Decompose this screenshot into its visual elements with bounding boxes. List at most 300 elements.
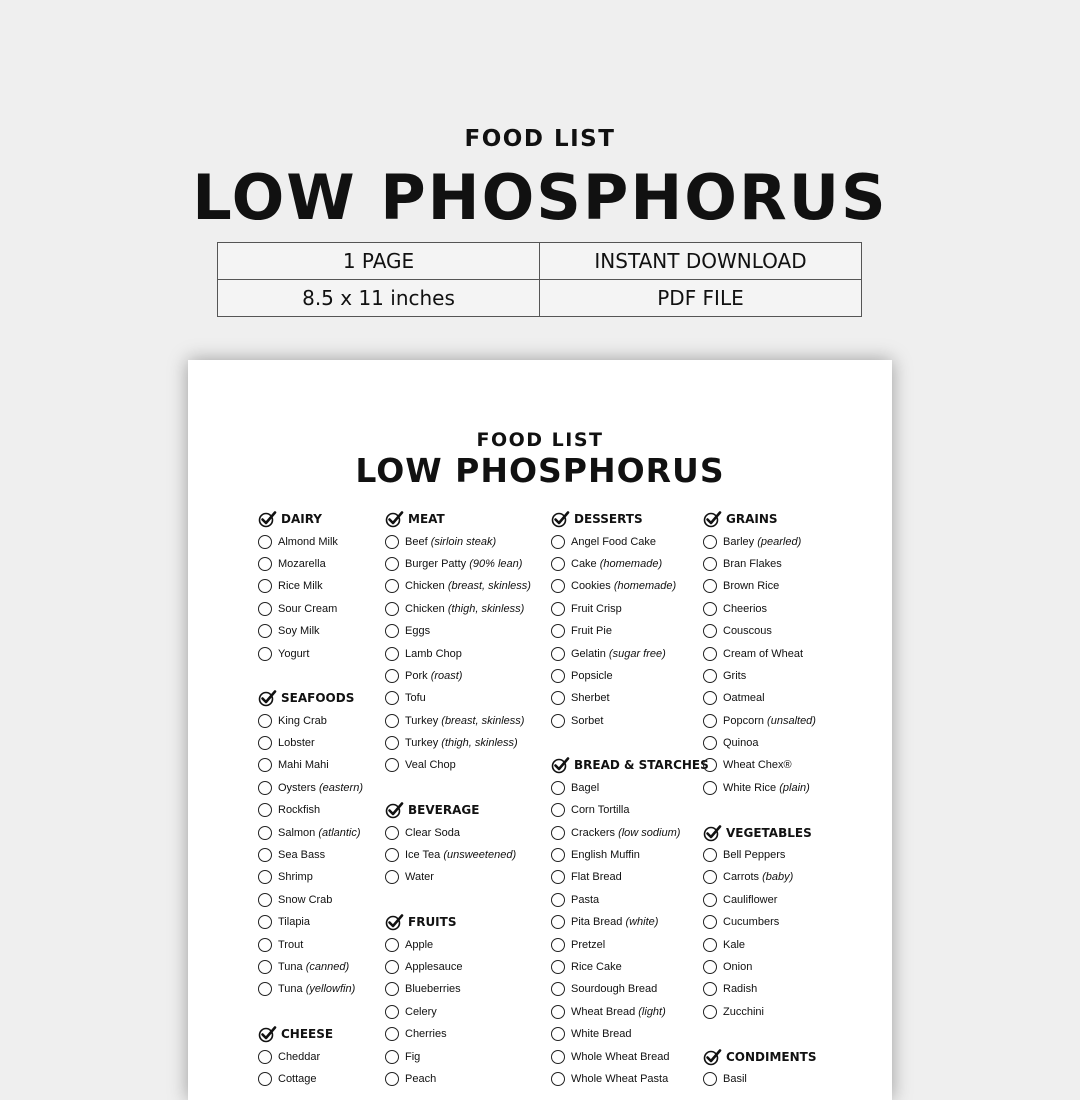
food-item-name: Sourdough Bread [571,983,658,996]
food-item [385,1045,531,1067]
checkbox-circle-icon [551,602,565,616]
category-heading [258,687,363,709]
food-item-label [723,737,758,749]
checkbox-circle-icon [385,848,399,862]
food-item-name: Tuna [278,983,303,996]
food-item [385,821,531,843]
food-item-label [405,737,518,749]
food-item-name: Water [405,871,434,884]
food-item-name: Celery [405,1005,437,1018]
food-item [703,889,817,911]
food-item [551,956,709,978]
food-item-label [405,692,426,704]
food-item-note: (thigh, skinless) [441,737,518,750]
checkbox-circle-icon [385,602,399,616]
food-item [551,777,709,799]
food-item-note: (thigh, skinless) [447,602,525,615]
food-item-label [723,558,782,570]
food-item-label [723,871,793,883]
food-item-note: (sirloin steak) [430,535,497,548]
food-item-label [278,782,363,794]
checkbox-circle-icon [551,647,565,661]
food-item-label [723,961,752,973]
food-item [703,732,817,754]
food-item-label [571,1006,666,1018]
food-item-name: Soy Milk [278,625,320,638]
food-item-label [723,782,810,794]
checked-circle-icon [703,824,723,842]
checkbox-circle-icon [258,714,272,728]
checked-circle-icon [703,510,723,528]
food-item-name: Popcorn [723,714,764,727]
food-item [258,732,363,754]
checkbox-circle-icon [551,915,565,929]
food-item-label [723,670,746,682]
food-item [551,978,709,1000]
checkbox-circle-icon [551,579,565,593]
food-item-label [723,1073,747,1085]
checkbox-circle-icon [385,938,399,952]
food-item [551,799,709,821]
food-item-name: Pita Bread [571,916,623,929]
food-item-label [278,759,329,771]
food-item [385,844,531,866]
food-item [551,1023,709,1045]
food-item [258,553,363,575]
food-item-label [278,849,325,861]
food-item-name: Yogurt [278,647,310,660]
category-heading [385,799,531,821]
food-item-label [571,603,622,615]
checkbox-circle-icon [385,1005,399,1019]
category-title: CHEESE [281,1027,334,1042]
document-kicker: FOOD LIST [476,429,604,451]
food-item [258,620,363,642]
checkbox-circle-icon [385,624,399,638]
food-item-name: Cheerios [723,602,768,615]
food-item-name: Couscous [723,625,772,638]
checkbox-circle-icon [551,535,565,549]
food-item-name: Cookies [571,580,611,593]
food-item [258,777,363,799]
food-item-name: Rice Cake [571,961,622,973]
food-item-note: (breast, skinless) [447,580,531,593]
food-item [703,687,817,709]
food-item-label [405,849,516,861]
checkbox-circle-icon [385,826,399,840]
food-item [703,911,817,933]
food-item-name: Beef [405,535,428,548]
checkbox-circle-icon [703,1072,717,1086]
food-item [385,665,531,687]
food-item [703,598,817,620]
food-item-label [405,648,462,660]
food-item [551,933,709,955]
category-title: FRUITS [408,915,457,930]
food-item [258,710,363,732]
food-item-name: Grits [723,669,747,682]
category-title: GRAINS [726,512,778,527]
food-item-note: (unsweetened) [443,849,517,862]
food-item-name: Oatmeal [723,692,765,705]
food-item-label [571,916,658,928]
food-item-label [723,759,792,771]
category-title: MEAT [408,512,445,527]
checkbox-circle-icon [258,579,272,593]
checkbox-circle-icon [258,624,272,638]
food-item-label [723,603,767,615]
info-format: PDF FILE [540,280,862,317]
food-item-name: Trout [278,938,304,951]
food-item-name: Rice Milk [278,580,323,593]
checkbox-circle-icon [551,624,565,638]
food-item-note: (pearled) [757,535,802,548]
document-title: LOW PHOSPHORUS [355,451,725,490]
checkbox-circle-icon [258,848,272,862]
food-item [703,575,817,597]
category-title: DESSERTS [574,512,643,527]
food-item-name: Chicken [405,580,445,593]
food-item [258,530,363,552]
food-item-label [278,1073,317,1085]
checkbox-circle-icon [703,579,717,593]
food-item-name: Brown Rice [723,580,780,593]
checkbox-circle-icon [385,1050,399,1064]
checkbox-circle-icon [703,848,717,862]
food-item-name: Ice Tea [405,849,441,862]
category-heading [385,911,531,933]
food-item [385,866,531,888]
food-item-label [571,939,605,951]
food-item-label [405,759,456,771]
food-item-label [405,1028,447,1040]
food-item [385,1023,531,1045]
checked-circle-icon [703,1048,723,1066]
food-item-note: (homemade) [599,557,663,570]
checkbox-circle-icon [703,781,717,795]
info-size: 8.5 x 11 inches [218,280,540,317]
checkbox-circle-icon [551,982,565,996]
checkbox-circle-icon [385,870,399,884]
category-title: VEGETABLES [726,825,812,840]
checkbox-circle-icon [551,669,565,683]
food-item-label [571,871,622,883]
info-table [217,242,862,317]
checkbox-circle-icon [703,893,717,907]
food-item [551,866,709,888]
checkbox-circle-icon [703,647,717,661]
food-item-note: (light) [638,1005,666,1018]
food-item [258,799,363,821]
checkbox-circle-icon [703,915,717,929]
food-item-label [723,692,765,704]
food-item-label [278,871,313,883]
food-item-label [278,983,355,995]
food-item-name: Flat Bread [571,871,622,884]
checkbox-circle-icon [258,535,272,549]
checkbox-circle-icon [551,781,565,795]
food-item [258,642,363,664]
food-item-label [571,894,599,906]
food-item-name: Whole Wheat Bread [571,1050,670,1063]
checkbox-circle-icon [551,848,565,862]
food-item-label [405,670,462,682]
checked-circle-icon [258,1025,278,1043]
food-item-label [405,961,463,973]
food-item-note: (eastern) [318,781,363,794]
food-item [551,1068,709,1090]
checkbox-circle-icon [258,960,272,974]
checkbox-circle-icon [703,535,717,549]
food-item-name: Apple [405,938,434,951]
food-item-label [571,558,662,570]
checkbox-circle-icon [551,1005,565,1019]
category-title: DAIRY [281,512,322,527]
checked-circle-icon [258,689,278,707]
food-item-name: Bagel [571,781,600,794]
checkbox-circle-icon [385,557,399,571]
food-item-name: Cucumbers [723,916,780,929]
category-heading [258,1023,363,1045]
category-title: SEAFOODS [281,691,355,706]
food-item-name: Mahi Mahi [278,759,329,772]
food-item [703,530,817,552]
food-item-name: Barley [723,535,755,548]
food-item [385,754,531,776]
food-item-label [405,939,433,951]
checkbox-circle-icon [551,870,565,884]
food-item-label [405,1006,437,1018]
checkbox-circle-icon [258,647,272,661]
checkbox-circle-icon [703,982,717,996]
food-item [385,575,531,597]
checkbox-circle-icon [385,758,399,772]
food-item [258,821,363,843]
food-column-3 [551,508,709,1090]
food-item [385,598,531,620]
food-item-name: Sour Cream [278,602,338,615]
food-item-label [571,625,612,637]
checkbox-circle-icon [385,669,399,683]
food-item [258,911,363,933]
food-item-note: (atlantic) [318,826,361,839]
food-item-label [571,961,622,973]
food-item-name: Shrimp [278,871,313,884]
category-heading [551,754,709,776]
food-item-label [278,603,337,615]
food-item-label [278,1051,320,1063]
food-item [258,978,363,1000]
food-item-label [723,983,757,995]
food-item [551,1045,709,1067]
food-item [703,978,817,1000]
food-item-label [278,894,332,906]
food-item-name: Pork [405,669,428,682]
food-item [258,933,363,955]
food-item [551,530,709,552]
category-title: CONDIMENTS [726,1049,817,1064]
food-item-name: Zucchini [723,1005,764,1018]
food-item [258,866,363,888]
checkbox-circle-icon [258,1050,272,1064]
checkbox-circle-icon [703,938,717,952]
category-heading [551,508,709,530]
food-item [703,866,817,888]
food-item [258,1045,363,1067]
food-item [703,1001,817,1023]
food-item-label [723,536,801,548]
food-item-label [571,827,680,839]
food-item [385,933,531,955]
food-item-name: Pretzel [571,938,606,951]
checkbox-circle-icon [258,982,272,996]
checkbox-circle-icon [385,982,399,996]
food-item-label [571,1051,669,1063]
food-item [385,530,531,552]
food-item-name: Sea Bass [278,849,326,862]
food-column-2 [385,508,531,1090]
food-item-name: Fruit Crisp [571,602,622,615]
food-item-label [571,804,630,816]
food-item-note: (homemade) [613,580,677,593]
document-preview [188,360,892,1100]
food-item-name: English Muffin [571,849,640,862]
food-item-label [278,827,361,839]
food-item-name: Whole Wheat Pasta [571,1072,669,1085]
food-item-name: Blueberries [405,983,461,996]
food-item-label [723,916,779,928]
food-item [385,732,531,754]
food-item-name: Turkey [405,737,439,750]
food-item-label [278,558,326,570]
checkbox-circle-icon [703,736,717,750]
food-item-note: (unsalted) [767,714,816,727]
food-item [551,844,709,866]
food-item-name: Cake [571,557,597,570]
food-item-label [278,939,303,951]
food-item-name: Sherbet [571,692,610,705]
food-item-name: Almond Milk [278,535,338,548]
checkbox-circle-icon [385,960,399,974]
food-item [385,620,531,642]
checkbox-circle-icon [385,691,399,705]
checkbox-circle-icon [703,557,717,571]
checkbox-circle-icon [385,535,399,549]
checkbox-circle-icon [703,714,717,728]
food-item-name: Bell Peppers [723,849,786,862]
food-item [258,598,363,620]
food-item-label [571,670,613,682]
food-item [703,620,817,642]
food-item-name: Cottage [278,1072,317,1085]
food-item-label [278,916,310,928]
food-item [258,754,363,776]
checkbox-circle-icon [258,557,272,571]
food-item [385,710,531,732]
checkbox-circle-icon [385,714,399,728]
info-pages: 1 PAGE [218,243,540,280]
food-item [385,956,531,978]
food-item-label [405,536,496,548]
checkbox-circle-icon [385,647,399,661]
checked-circle-icon [385,913,405,931]
checked-circle-icon [551,510,571,528]
food-item-name: Quinoa [723,737,759,750]
checked-circle-icon [385,510,405,528]
food-item-name: White Bread [571,1028,632,1041]
checkbox-circle-icon [703,602,717,616]
food-item [703,754,817,776]
food-item-name: Salmon [278,826,316,839]
food-item-name: White Rice [723,781,777,794]
food-item [551,911,709,933]
checkbox-circle-icon [551,893,565,907]
food-item-label [405,983,461,995]
checkbox-circle-icon [385,1072,399,1086]
category-title: BEVERAGE [408,803,480,818]
checkbox-circle-icon [551,803,565,817]
checkbox-circle-icon [551,1072,565,1086]
food-item [703,642,817,664]
category-heading [703,1045,817,1067]
checkbox-circle-icon [703,691,717,705]
category-title: BREAD & STARCHES [574,758,709,773]
food-item-label [571,536,656,548]
food-item-label [571,692,610,704]
checkbox-circle-icon [703,624,717,638]
checkbox-circle-icon [551,960,565,974]
food-item-label [405,827,460,839]
checked-circle-icon [258,510,278,528]
checkbox-circle-icon [258,826,272,840]
food-item-label [723,580,779,592]
food-item-name: Rockfish [278,804,321,817]
food-item-name: Cheddar [278,1050,321,1063]
food-item-label [723,715,816,727]
food-item-name: Crackers [571,826,616,839]
header-kicker: FOOD LIST [464,126,616,152]
food-item-note: (baby) [762,871,794,884]
food-item-name: Tofu [405,692,426,705]
food-column-1 [258,508,363,1090]
food-item-label [723,1006,764,1018]
food-item-label [405,1051,420,1063]
category-heading [258,508,363,530]
checkbox-circle-icon [258,1072,272,1086]
food-item-label [278,961,349,973]
food-item [258,956,363,978]
food-item-name: Lobster [278,737,315,750]
food-item-note: (yellowfin) [305,983,356,996]
food-item [703,553,817,575]
food-item [551,665,709,687]
checkbox-circle-icon [258,758,272,772]
food-item-label [571,1028,632,1040]
checkbox-circle-icon [703,669,717,683]
food-item-label [278,715,327,727]
food-item-name: Radish [723,983,758,996]
food-item [703,665,817,687]
food-item-name: Applesauce [405,961,463,973]
checkbox-circle-icon [703,758,717,772]
checkbox-circle-icon [551,1027,565,1041]
food-item-note: (sugar free) [608,647,666,660]
food-item-name: Burger Patty [405,557,467,570]
info-download: INSTANT DOWNLOAD [540,243,862,280]
food-item-name: Gelatin [571,647,606,660]
checkbox-circle-icon [551,557,565,571]
food-item-name: Wheat Bread [571,1005,636,1018]
